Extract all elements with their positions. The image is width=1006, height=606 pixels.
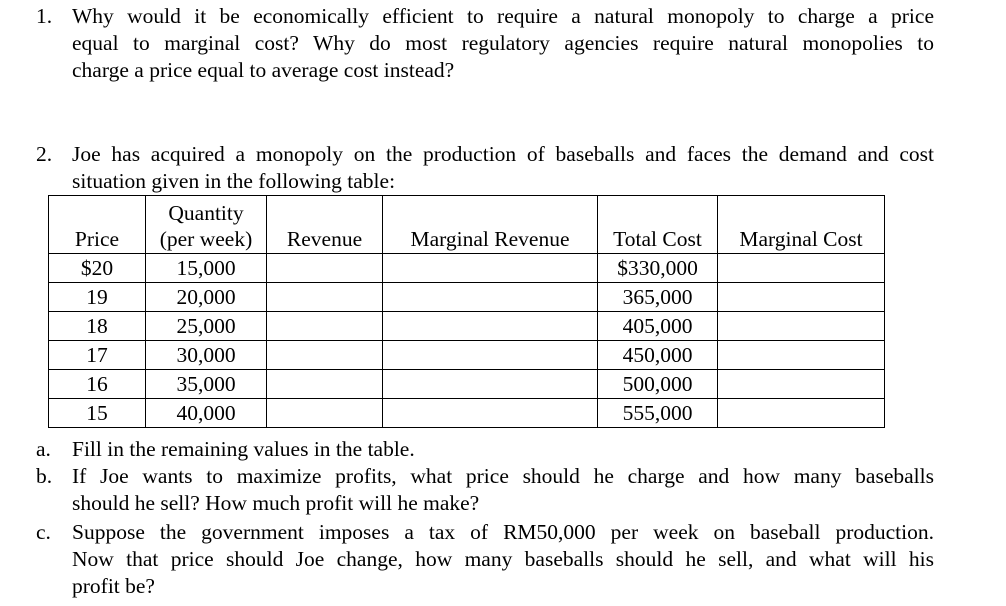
question-2-text xyxy=(72,141,934,195)
part-a-text xyxy=(72,436,934,463)
cell-total-cost: 555,000 xyxy=(598,399,718,428)
cost-revenue-table xyxy=(48,195,885,428)
table-row xyxy=(49,399,885,428)
question-1-text xyxy=(72,3,934,84)
header-quantity-line1: Quantity xyxy=(168,201,244,225)
header-quantity-line2: (per week) xyxy=(159,227,253,251)
header-marginal-cost: Marginal Cost xyxy=(718,196,885,254)
cell-price: 16 xyxy=(49,370,146,399)
cell-marginal-cost xyxy=(718,254,885,283)
cell-marginal-cost xyxy=(718,341,885,370)
cell-marginal-revenue xyxy=(383,399,598,428)
table-header-row xyxy=(49,196,885,254)
cell-revenue xyxy=(267,370,383,399)
cell-quantity: 40,000 xyxy=(146,399,267,428)
cell-price: 18 xyxy=(49,312,146,341)
question-2-line: situation given in the following table: xyxy=(72,169,396,193)
cell-quantity: 35,000 xyxy=(146,370,267,399)
cell-revenue xyxy=(267,254,383,283)
cell-revenue xyxy=(267,341,383,370)
header-quantity xyxy=(146,196,267,254)
part-b-text xyxy=(72,463,934,517)
header-total-cost: Total Cost xyxy=(598,196,718,254)
cell-quantity: 30,000 xyxy=(146,341,267,370)
header-marginal-revenue: Marginal Revenue xyxy=(383,196,598,254)
cell-price: 17 xyxy=(49,341,146,370)
cell-marginal-cost xyxy=(718,399,885,428)
cell-marginal-revenue xyxy=(383,370,598,399)
part-c-line: Now that price should Joe change, how many baseballs should he sell, and what will his xyxy=(72,547,934,571)
cell-quantity: 20,000 xyxy=(146,283,267,312)
cell-marginal-revenue xyxy=(383,341,598,370)
question-2-line: Joe has acquired a monopoly on the production of baseballs and faces the demand and cost xyxy=(72,142,934,166)
question-1-number: 1. xyxy=(36,4,53,28)
cell-marginal-cost xyxy=(718,312,885,341)
cell-total-cost: 500,000 xyxy=(598,370,718,399)
part-c-text xyxy=(72,519,934,600)
cell-marginal-revenue xyxy=(383,312,598,341)
cell-marginal-revenue xyxy=(383,254,598,283)
cell-total-cost: 450,000 xyxy=(598,341,718,370)
question-1-line: equal to marginal cost? Why do most regulatory agencies require natural monopolies to xyxy=(72,31,934,55)
cell-marginal-cost xyxy=(718,283,885,312)
table-row xyxy=(49,254,885,283)
table-row xyxy=(49,370,885,399)
table-row xyxy=(49,312,885,341)
cell-revenue xyxy=(267,312,383,341)
part-b-label: b. xyxy=(36,464,53,488)
cell-marginal-revenue xyxy=(383,283,598,312)
question-1-line: charge a price equal to average cost instead? xyxy=(72,58,455,82)
cell-total-cost: 365,000 xyxy=(598,283,718,312)
cell-revenue xyxy=(267,399,383,428)
part-c-line: Suppose the government imposes a tax of RM50,000 per week on baseball production. xyxy=(72,520,934,544)
part-a-line: Fill in the remaining values in the table. xyxy=(72,437,415,461)
cell-marginal-cost xyxy=(718,370,885,399)
part-b-line: If Joe wants to maximize profits, what price should he charge and how many baseballs xyxy=(72,464,934,488)
question-1-line: Why would it be economically efficient to require a natural monopoly to charge a price xyxy=(72,4,934,28)
part-c-label: c. xyxy=(36,520,51,544)
part-b-line: should he sell? How much profit will he make? xyxy=(72,491,480,515)
cell-price: $20 xyxy=(49,254,146,283)
table-row xyxy=(49,341,885,370)
cell-revenue xyxy=(267,283,383,312)
cell-quantity: 25,000 xyxy=(146,312,267,341)
part-a-label: a. xyxy=(36,437,51,461)
cell-quantity: 15,000 xyxy=(146,254,267,283)
cell-price: 19 xyxy=(49,283,146,312)
header-revenue: Revenue xyxy=(267,196,383,254)
cell-price: 15 xyxy=(49,399,146,428)
table-row xyxy=(49,283,885,312)
header-price: Price xyxy=(49,196,146,254)
question-2-number: 2. xyxy=(36,142,53,166)
cell-total-cost: 405,000 xyxy=(598,312,718,341)
part-c-line: profit be? xyxy=(72,574,155,598)
cell-total-cost: $330,000 xyxy=(598,254,718,283)
